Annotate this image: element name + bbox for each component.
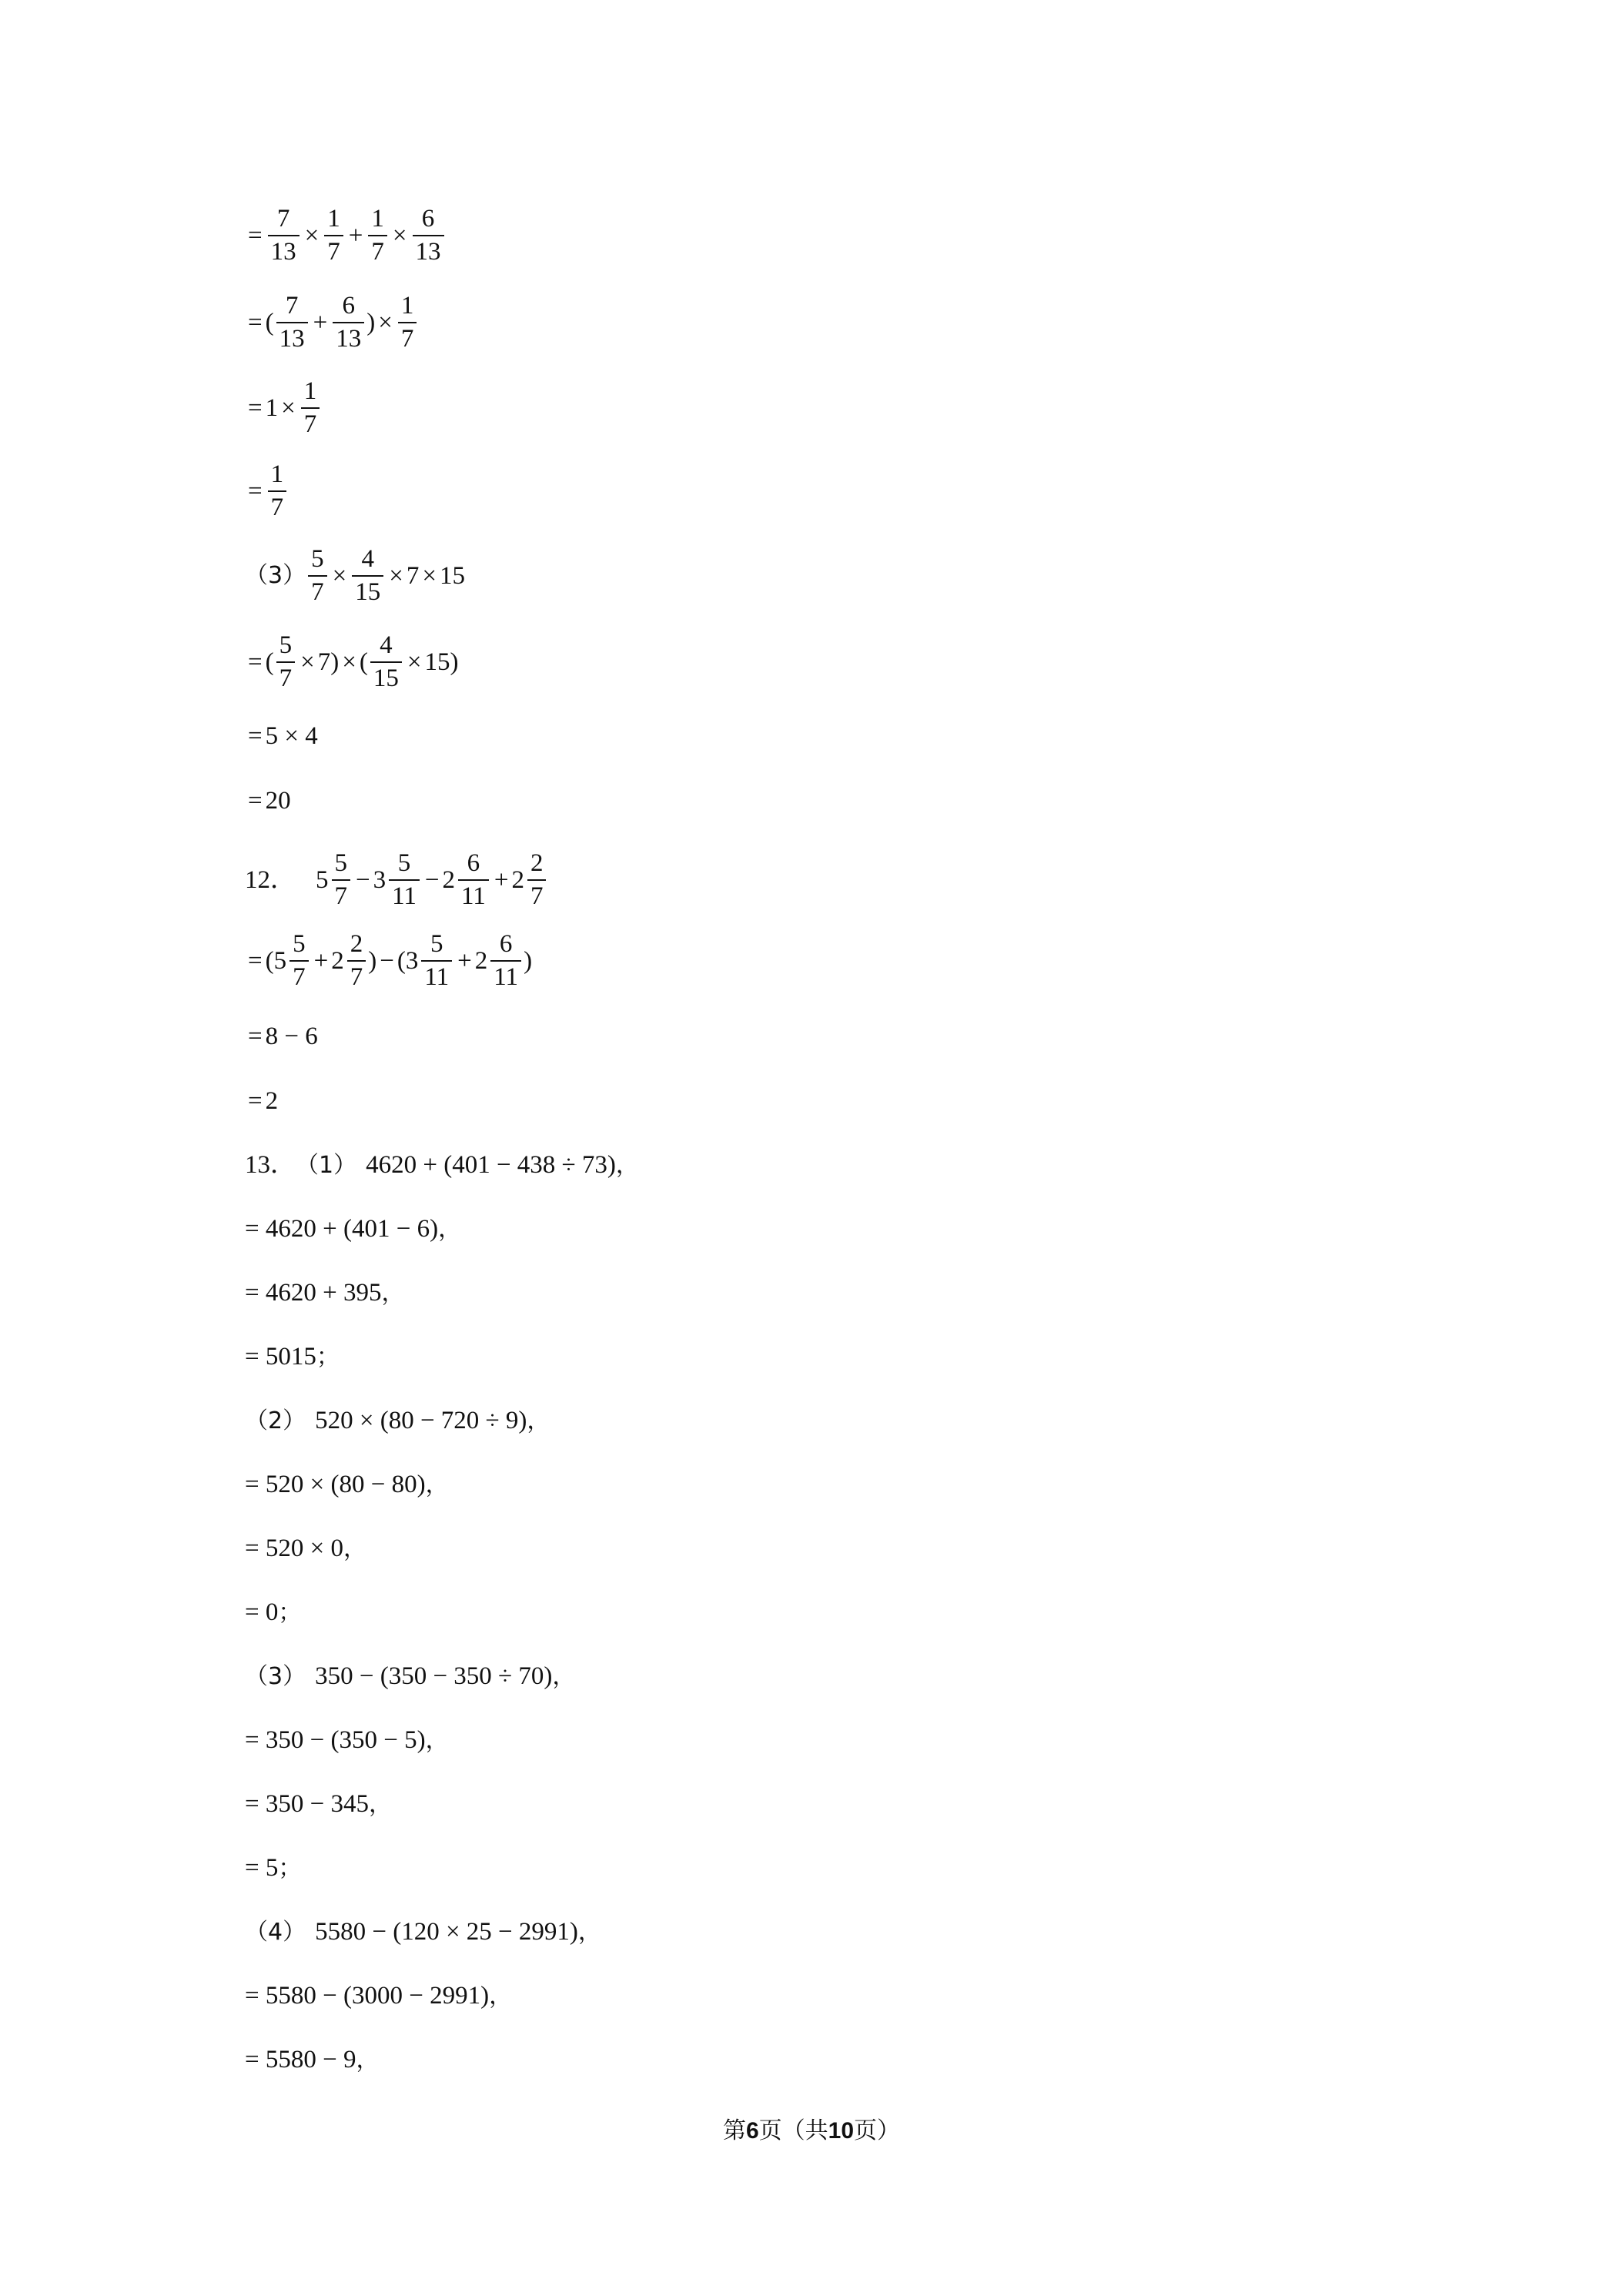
- left-paren: (: [265, 308, 274, 336]
- equals-sign: =: [248, 393, 263, 422]
- expression: 350 − (350 − 350 ÷ 70): [315, 1662, 553, 1690]
- fraction: $\frac{1}{7}$: [301, 379, 320, 437]
- plus-sign: +: [313, 946, 329, 975]
- right-paren: ): [368, 946, 377, 975]
- mixed-number: 5 $\frac{5}{7}$: [316, 851, 353, 909]
- expression: = 5015: [245, 1343, 316, 1371]
- punctuation: ，: [615, 1151, 639, 1179]
- question-13-item-9: [245, 1728, 449, 1753]
- punctuation: ，: [552, 1662, 576, 1690]
- times-sign: ×: [407, 648, 422, 676]
- problem-3-step-2: [245, 633, 459, 691]
- sub-label: （1）: [296, 1151, 357, 1179]
- times-sign: ×: [378, 308, 393, 336]
- number: 7: [406, 561, 420, 590]
- question-13-item-13: [245, 1983, 512, 2009]
- punctuation: ，: [527, 1407, 550, 1434]
- times-sign: ×: [281, 393, 296, 422]
- plus-sign: +: [494, 865, 509, 894]
- punctuation: ，: [343, 1535, 366, 1562]
- question-13-item-10: [245, 1792, 392, 1817]
- expression: 20: [265, 787, 291, 815]
- question-13-item-14: [245, 2047, 379, 2073]
- total-pages-number: 10: [828, 2118, 855, 2144]
- punctuation: ，: [577, 1918, 601, 1946]
- expression: = 5580 − (3000 − 2991): [245, 1982, 490, 2010]
- question-13-item-5: [245, 1472, 449, 1498]
- expression: = 520 × (80 − 80): [245, 1471, 426, 1498]
- question-13-item-6: [245, 1536, 366, 1561]
- right-paren: ): [330, 648, 340, 676]
- punctuation: ，: [489, 1982, 513, 2010]
- sub-label: （4）: [245, 1918, 306, 1946]
- left-paren: (: [359, 648, 368, 676]
- expression: = 520 × 0: [245, 1535, 343, 1562]
- times-sign: ×: [332, 561, 347, 590]
- question-13-item-1: [245, 1217, 461, 1242]
- sub-label: （3）: [245, 1662, 306, 1690]
- expression: = 5: [245, 1854, 279, 1882]
- question-13-item-12: [245, 1919, 601, 1945]
- minus-sign: −: [356, 865, 370, 894]
- equation-line-4: [245, 462, 289, 520]
- equation-line-1: [245, 206, 447, 265]
- plus-sign: +: [313, 308, 328, 336]
- equals-sign: =: [248, 1022, 263, 1050]
- mixed-number: 2 $\frac{2}{7}$: [511, 851, 548, 909]
- times-sign: ×: [342, 648, 356, 676]
- punctuation: ，: [381, 1279, 405, 1307]
- fraction: $\frac{6}{13}$: [333, 293, 364, 352]
- fraction: $\frac{4}{15}$: [352, 547, 383, 605]
- left-paren: (: [265, 648, 274, 676]
- question-13-item-0: [245, 1153, 639, 1178]
- question-13-item-3: [245, 1344, 340, 1370]
- mixed-number: 3 $\frac{5}{11}$: [373, 851, 422, 909]
- fraction: $\frac{5}{7}$: [276, 633, 296, 691]
- fraction: $\frac{6}{13}$: [413, 206, 444, 265]
- question-13-item-11: [245, 1856, 301, 1881]
- times-sign: ×: [389, 561, 403, 590]
- left-paren: (: [265, 946, 274, 975]
- right-paren: ): [524, 946, 533, 975]
- problem-3-step-3: [245, 724, 318, 749]
- times-sign: ×: [304, 221, 320, 249]
- equals-sign: =: [248, 308, 263, 336]
- mixed-number: 2 $\frac{6}{11}$: [443, 851, 491, 909]
- right-paren: ): [450, 648, 459, 676]
- page-footer: [0, 2111, 1623, 2145]
- expression: = 350 − (350 − 5): [245, 1726, 426, 1754]
- fraction: $\frac{1}{7}$: [368, 206, 387, 265]
- problem-label: （3）: [245, 562, 306, 589]
- minus-sign: −: [380, 946, 394, 975]
- question-number: 13．: [245, 1151, 296, 1179]
- expression: 5 × 4: [265, 722, 318, 750]
- footer-prefix: 第: [722, 2117, 746, 2144]
- sub-label: （2）: [245, 1407, 306, 1434]
- punctuation: ；: [278, 1854, 302, 1882]
- plus-sign: +: [348, 221, 363, 249]
- expression: 8 − 6: [265, 1022, 318, 1050]
- punctuation: ；: [316, 1343, 340, 1371]
- problem-3-header: [245, 547, 465, 605]
- left-paren: (: [397, 946, 406, 975]
- fraction: $\frac{7}{13}$: [268, 206, 300, 265]
- punctuation: ，: [425, 1726, 449, 1754]
- number: 7: [317, 648, 331, 676]
- punctuation: ；: [278, 1598, 302, 1626]
- equals-sign: =: [248, 221, 263, 249]
- question-12-step-2: [245, 932, 532, 990]
- question-12-header: [245, 851, 548, 909]
- right-paren: ): [366, 308, 376, 336]
- fraction: $\frac{4}{15}$: [370, 633, 402, 691]
- question-13-item-7: [245, 1600, 301, 1625]
- expression: 5580 − (120 × 25 − 2991): [315, 1918, 578, 1946]
- fraction: $\frac{1}{7}$: [398, 293, 417, 352]
- punctuation: ，: [356, 2046, 380, 2073]
- mixed-number: 2 $\frac{6}{11}$: [475, 932, 524, 990]
- times-sign: ×: [300, 648, 315, 676]
- question-13-item-8: [245, 1664, 575, 1689]
- fraction: $\frac{1}{7}$: [268, 462, 287, 520]
- expression: 520 × (80 − 720 ÷ 9): [315, 1407, 527, 1434]
- question-13-item-2: [245, 1280, 404, 1306]
- fraction: $\frac{1}{7}$: [324, 206, 343, 265]
- equals-sign: =: [248, 477, 263, 505]
- mixed-number: 5 $\frac{5}{7}$: [274, 932, 311, 990]
- mixed-number: 2 $\frac{2}{7}$: [331, 932, 368, 990]
- times-sign: ×: [422, 561, 437, 590]
- expression: 4620 + (401 − 438 ÷ 73): [366, 1151, 616, 1179]
- equation-line-2: [245, 293, 419, 352]
- equation-line-3: [245, 379, 322, 437]
- times-sign: ×: [392, 221, 407, 249]
- number: 15: [424, 648, 450, 676]
- mixed-number: 3 $\frac{5}{11}$: [406, 932, 454, 990]
- equals-sign: =: [248, 787, 263, 815]
- expression: = 4620 + 395: [245, 1279, 382, 1307]
- footer-middle: 页（共: [758, 2117, 828, 2144]
- current-page-number: 6: [745, 2118, 759, 2144]
- punctuation: ，: [425, 1471, 449, 1498]
- expression: = 0: [245, 1598, 279, 1626]
- punctuation: ，: [438, 1215, 462, 1243]
- expression: 2: [265, 1087, 279, 1115]
- equals-sign: =: [248, 1087, 263, 1115]
- equals-sign: =: [248, 946, 263, 975]
- question-number: 12．: [245, 865, 296, 894]
- minus-sign: −: [424, 865, 440, 894]
- expression: = 4620 + (401 − 6): [245, 1215, 439, 1243]
- fraction: $\frac{5}{7}$: [308, 547, 327, 605]
- expression: = 5580 − 9: [245, 2046, 356, 2073]
- question-12-step-3: [245, 1024, 318, 1049]
- number: 1: [265, 393, 279, 422]
- expression: = 350 − 345: [245, 1790, 369, 1818]
- plus-sign: +: [457, 946, 472, 975]
- problem-3-step-4: [245, 788, 291, 814]
- footer-suffix: 页）: [854, 2117, 901, 2144]
- question-12-step-4: [245, 1089, 278, 1114]
- fraction: $\frac{7}{13}$: [276, 293, 308, 352]
- equals-sign: =: [248, 648, 263, 676]
- question-13-item-4: [245, 1408, 550, 1434]
- punctuation: ，: [368, 1790, 392, 1818]
- equals-sign: =: [248, 722, 263, 750]
- number: 15: [439, 561, 465, 590]
